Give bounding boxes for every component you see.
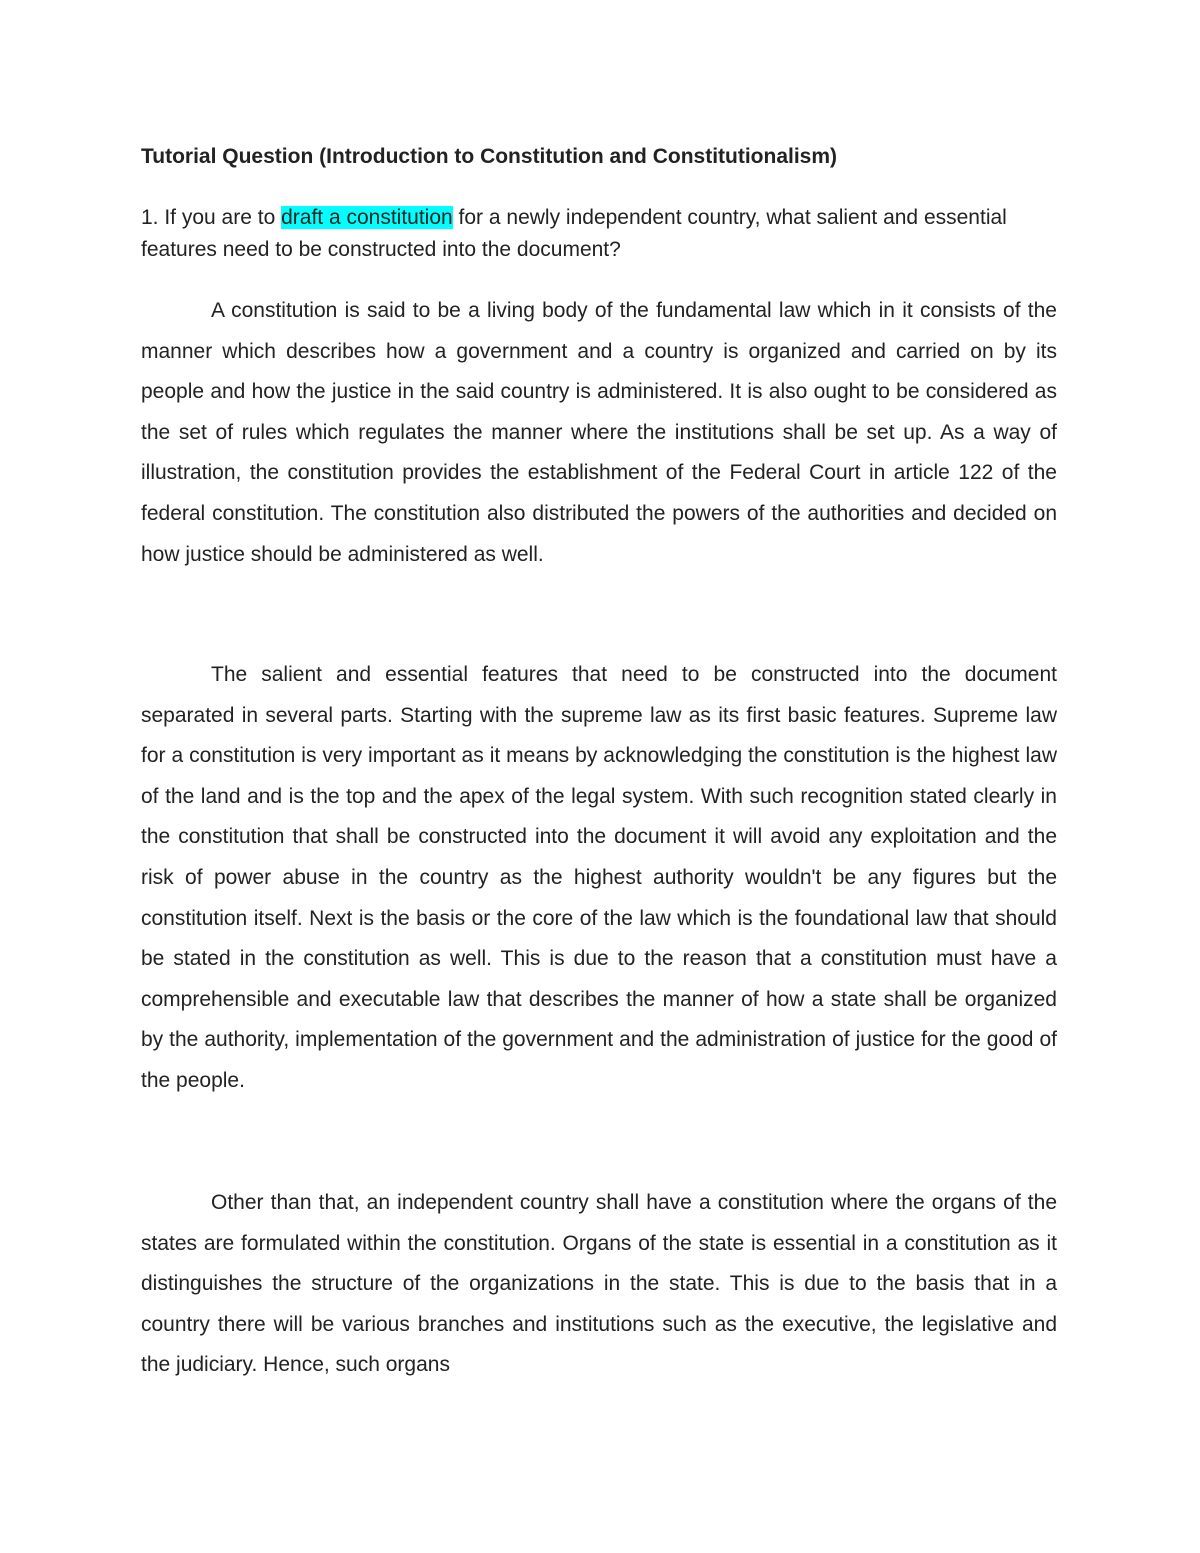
document-title: Tutorial Question (Introduction to Constitution and Constitutionalism) <box>141 145 838 168</box>
answer-paragraph-1: A constitution is said to be a living body of the fundamental law which in it consists of the manner which describes how a government and a country is organized and carried on by its people and how the justice in the said country is administered. It is also ought to be considered as the set of rules which regulates the manner where the institutions shall be set up. As a way of illustration, the constitution provides the establishment of the Federal Court in article 122 of the federal constitution. The constitution also distributed the powers of the authorities and decided on how justice should be administered as well. <box>141 299 1057 566</box>
answer-paragraph-3: Other than that, an independent country shall have a constitution where the organs of the states are formulated within the constitution. Organs of the state is essential in a constitution as it distinguishes the structure of the organizations in the state. This is due to the basis that in a country there will be various branches and institutions such as the executive, the legislative and the judiciary. Hence, such organs <box>141 1191 1057 1377</box>
tutorial-question <box>141 202 1057 266</box>
question-prefix: 1. If you are to <box>141 206 282 229</box>
answer-paragraph-2: The salient and essential features that need to be constructed into the document separated in several parts. Starting with the supreme law as its first basic features. Supreme law for a constitution is very important as it means by acknowledging the constitution is the highest law of the land and is the top and the apex of the legal system. With such recognition stated clearly in the constitution that shall be constructed into the document it will avoid any exploitation and the risk of power abuse in the country as the highest authority wouldn't be any figures but the constitution itself. Next is the basis or the core of the law which is the foundational law that should be stated in the constitution as well. This is due to the reason that a constitution must have a comprehensible and executable law that describes the manner of how a state shall be organized by the authority, implementation of the government and the administration of justice for the good of the people. <box>141 663 1057 1092</box>
highlighted-phrase: draft a constitution <box>281 206 453 229</box>
question-suffix: for a newly independent country, what salient and essential features need to be constructed into the document? <box>141 206 1007 261</box>
